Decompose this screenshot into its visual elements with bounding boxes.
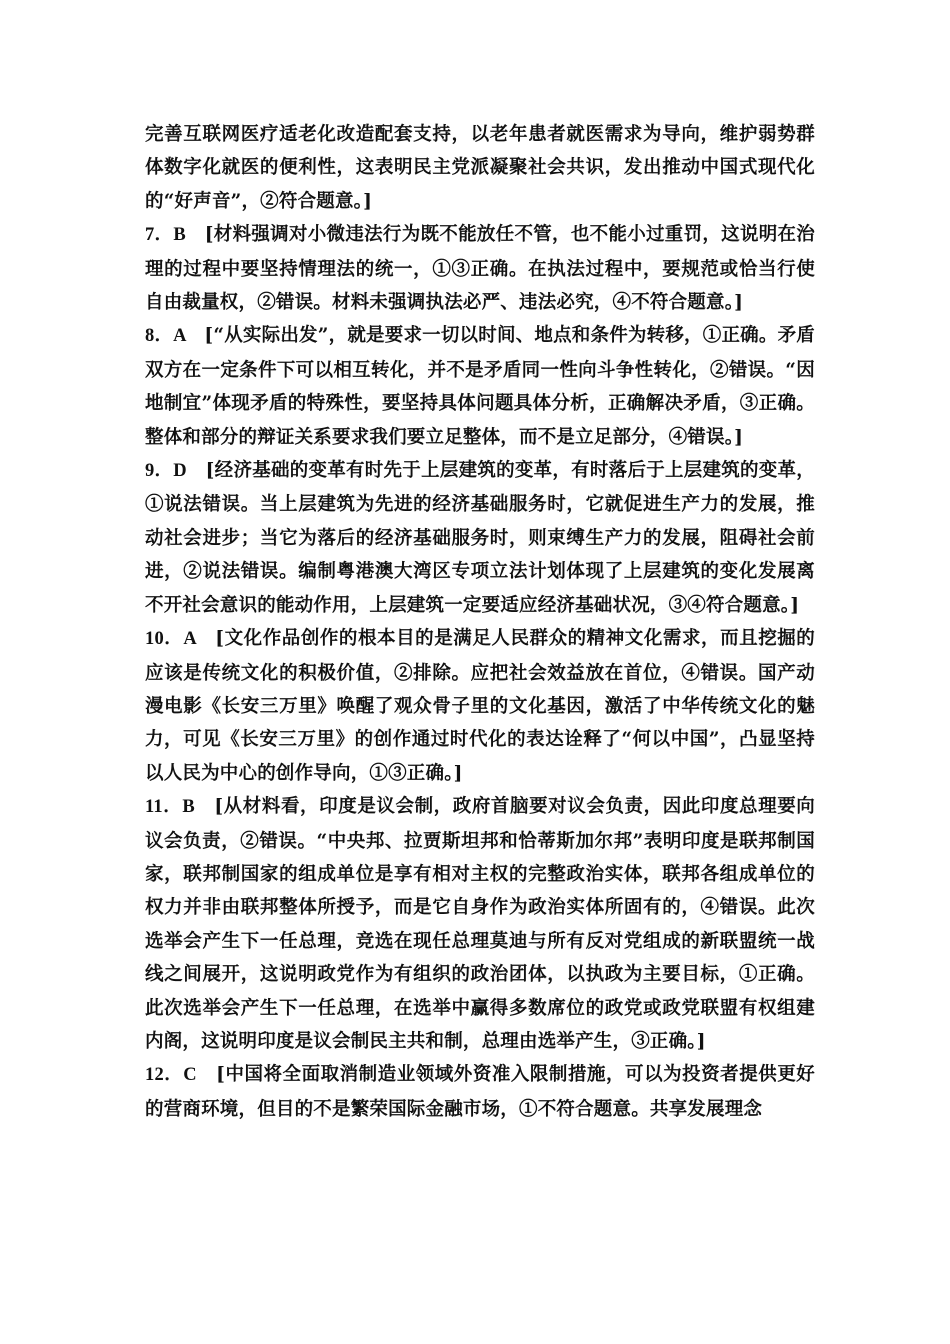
answer-explanation: [中国将全面取消制造业领域外资准入限制措施，可以为投资者提供更好的营商环境，但目的不是繁荣国际金融市场，①不符合题意。共享发展理念: [145, 1064, 815, 1120]
answer-item-7: [145, 218, 815, 319]
answer-item-10: [145, 622, 815, 790]
answer-explanation: [从材料看，印度是议会制，政府首脑要对议会负责，因此印度总理要向议会负责，②错误。“中央邦、拉贾斯坦邦和恰蒂斯加尔邦”表明印度是联邦制国家，联邦制国家的组成单位是享有相对主权的完整政治实体，联邦各组成单位的权力并非由联邦整体所授予，而是它自身作为政治实体所固有的，④错误。此次选举会产生下一任总理，竞选在现任总理莫迪与所有反对党组成的新联盟统一战线之间展开，这说明政党作为有组织的政治团体，以执政为主要目标，①正确。此次选举会产生下一任总理，在选举中赢得多数席位的政党或政党联盟有权组建内阁，这说明印度是议会制民主共和制，总理由选举产生，③正确。]: [145, 796, 816, 1052]
question-number: 8．A: [145, 326, 205, 347]
answer-explanation: [经济基础的变革有时先于上层建筑的变革，有时落后于上层建筑的变革，①说法错误。当上层建筑为先进的经济基础服务时，它就促进生产力的发展，推动社会进步；当它为落后的经济基础服务时，则束缚生产力的发展，阻碍社会前进，②说法错误。编制粤港澳大湾区专项立法计划体现了上层建筑的变化发展离不开社会意识的能动作用，上层建筑一定要适应经济基础状况，③④符合题意。]: [145, 460, 816, 616]
paragraph-text: 完善互联网医疗适老化改造配套支持，以老年患者就医需求为导向，维护弱势群体数字化就医的便利性，这表明民主党派凝聚社会共识，发出推动中国式现代化的“好声音”，②符合题意。]: [145, 124, 815, 212]
answer-explanations: [145, 118, 815, 1126]
question-number: 10．A: [145, 629, 216, 650]
answer-item-8: [145, 319, 815, 454]
answer-explanation: [材料强调对小微违法行为既不能放任不管，也不能小过重罚，这说明在治理的过程中要坚持情理法的统一，①③正确。在执法过程中，要规范或恰当行使自由裁量权，②错误。材料未强调执法必严、违法必究，④不符合题意。]: [145, 224, 816, 314]
question-number: 11．B: [145, 797, 215, 818]
answer-explanation: [“从实际出发”，就是要求一切以时间、地点和条件为转移，①正确。矛盾双方在一定条件下可以相互转化，并不是矛盾同一性向斗争性转化，②错误。“因地制宜”体现矛盾的特殊性，要坚持具体问题具体分析，正确解决矛盾，③正确。整体和部分的辩证关系要求我们要立足整体，而不是立足部分，④错误。]: [145, 325, 815, 448]
answer-item-12: [145, 1058, 815, 1126]
answer-item-11: [145, 790, 815, 1058]
question-number: 12．C: [145, 1065, 217, 1086]
question-number: 7．B: [145, 225, 205, 246]
answer-item-9: [145, 454, 815, 622]
answer-explanation: [文化作品创作的根本目的是满足人民群众的精神文化需求，而且挖掘的应该是传统文化的积极价值，②排除。应把社会效益放在首位，④错误。国产动漫电影《长安三万里》唤醒了观众骨子里的文化基因，激活了中华传统文化的魅力，可见《长安三万里》的创作通过时代化的表达诠释了“何以中国”，凸显坚持以人民为中心的创作导向，①③正确。]: [145, 628, 816, 784]
paragraph-continuation: [145, 118, 815, 218]
question-number: 9．D: [145, 461, 206, 482]
